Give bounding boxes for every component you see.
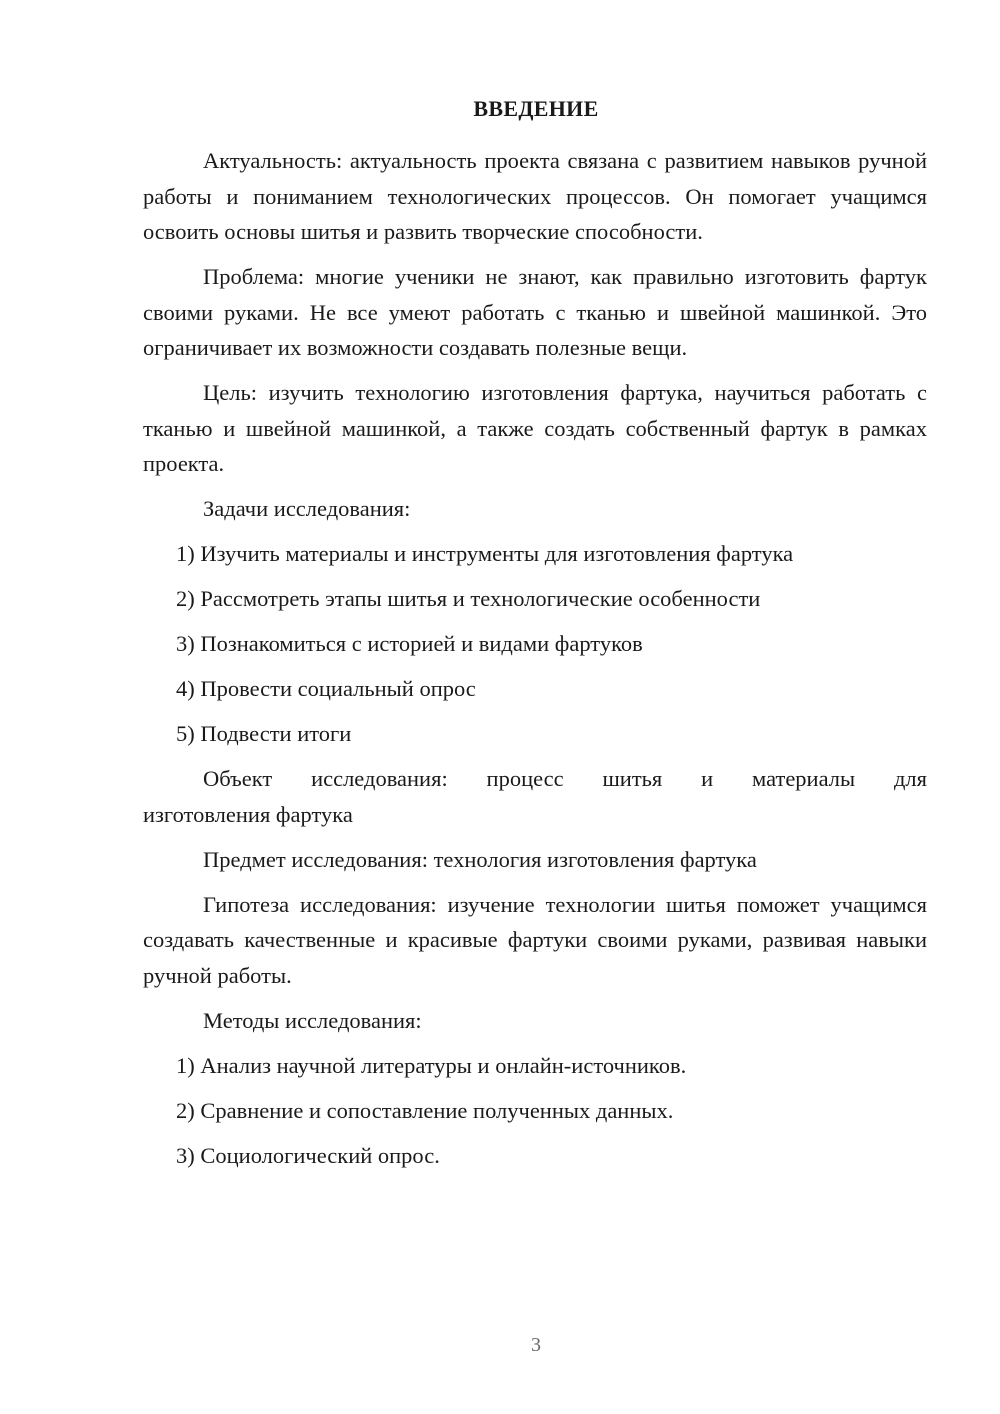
task-item: 2) Рассмотреть этапы шитья и технологические особенности bbox=[176, 586, 761, 611]
tasks-list bbox=[143, 536, 927, 752]
method-item: 3) Социологический опрос. bbox=[176, 1142, 440, 1168]
tasks-heading: Задачи исследования: bbox=[203, 496, 411, 521]
document-body bbox=[143, 143, 927, 1183]
relevance-paragraph: Актуальность: актуальность проекта связана с развитием навыков ручной работы и пониманием технологических процессов. Он помогает учащимся освоить основы шитья и развить творческие способности. bbox=[143, 148, 927, 244]
task-item: 5) Подвести итоги bbox=[176, 721, 352, 746]
page-title: ВВЕДЕНИЕ bbox=[473, 96, 599, 121]
methods-heading: Методы исследования: bbox=[203, 1007, 422, 1033]
hypothesis-paragraph: Гипотеза исследования: изучение технологии шитья поможет учащимся создавать качественные и красивые фартуки своими руками, развивая навыки ручной работы. bbox=[143, 891, 927, 988]
object-line-1: Объект исследования: процесс шитья и материалы для bbox=[203, 766, 927, 791]
problem-paragraph: Проблема: многие ученики не знают, как правильно изготовить фартук своими руками. Не все умеют работать с тканью и швейной машинкой. Это ограничивает их возможности создавать полезные вещи. bbox=[143, 264, 927, 360]
subject-paragraph: Предмет исследования: технология изготовления фартука bbox=[203, 846, 757, 872]
task-item: 4) Провести социальный опрос bbox=[176, 676, 476, 701]
method-item: 2) Сравнение и сопоставление полученных данных. bbox=[176, 1097, 674, 1123]
methods-list bbox=[143, 1048, 927, 1174]
goal-paragraph: Цель: изучить технологию изготовления фартука, научиться работать с тканью и швейной машинкой, а также создать собственный фартук в рамках проекта. bbox=[143, 380, 927, 476]
page-number: 3 bbox=[531, 1334, 541, 1356]
object-paragraph bbox=[143, 761, 927, 832]
task-item: 1) Изучить материалы и инструменты для изготовления фартука bbox=[176, 541, 794, 566]
task-item: 3) Познакомиться с историей и видами фартуков bbox=[176, 631, 643, 656]
method-item: 1) Анализ научной литературы и онлайн-источников. bbox=[176, 1052, 687, 1078]
object-line-2: изготовления фартука bbox=[143, 801, 353, 827]
